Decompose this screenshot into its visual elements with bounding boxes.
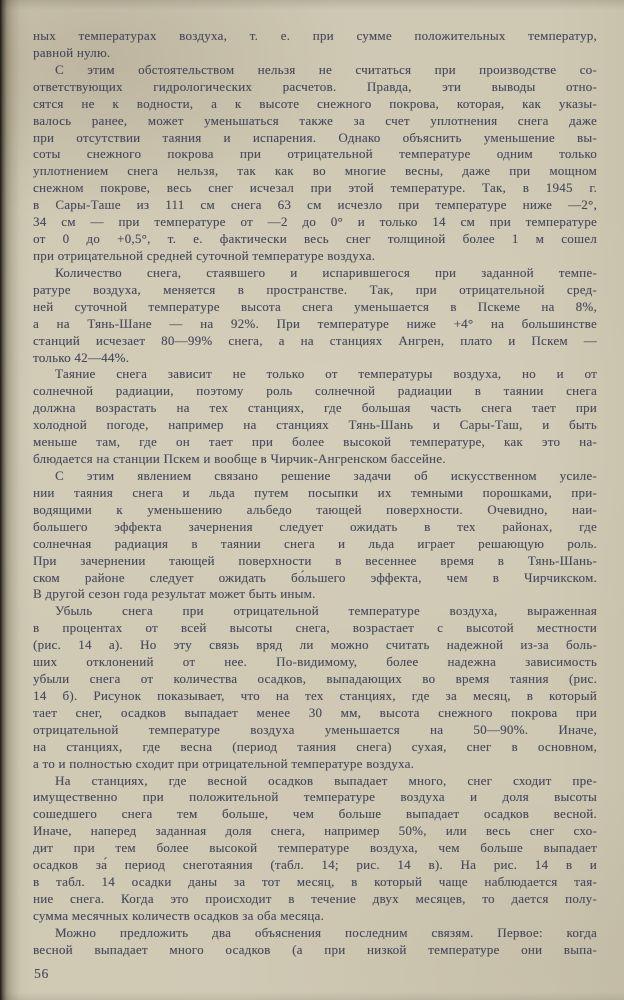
text-line: от 0 до +0,5°, т. е. фактически весь снег толщиной более 1 м сошел (33, 231, 597, 247)
text-line: отрицательной температуре воздуха уменьшается на 50—90%. Иначе, (33, 721, 597, 737)
text-line: валось ранее, может уменьшаться также за счет уплотнения снега даже (33, 112, 597, 128)
text-line: соты снежного покрова при отрицательной температуре одним только (33, 146, 597, 162)
paragraph (33, 468, 597, 603)
text-line: в табл. 14 осадки даны за тот месяц, в который чаще наблюдается тая- (33, 874, 597, 890)
text-line: станций исчезает 80—99% снега, а на станциях Ангрен, плато и Пскем — (33, 332, 597, 348)
text-line: (рис. 14 а). Но эту связь вряд ли можно считать надежной из-за боль- (33, 637, 597, 653)
text-line: ратуре воздуха, меняется в пространстве. Так, при отрицательной сред- (33, 281, 597, 297)
text-line: ние снега. Когда это происходит в течение двух месяцев, то дается полу- (33, 891, 597, 907)
text-line: На станциях, где весной осадков выпадает много, снег сходит пре- (55, 772, 597, 788)
text-line: меньше там, где он тает при более высокой температуре, как это на- (33, 434, 597, 450)
text-line: Иначе, наперед заданная доля снега, например 50%, или весь снег схо- (33, 823, 597, 839)
text-line: при отрицательной средней суточной температуре воздуха. (33, 247, 376, 263)
text-line: а на Тянь-Шане — на 92%. При температуре ниже +4° на большинстве (33, 315, 597, 331)
text-line: С этим явлением связано решение задачи об искусственном усиле- (55, 467, 597, 483)
text-line: при отсутствии таяния и испарения. Однако объяснить уменьшение вы- (33, 129, 597, 145)
paragraph (33, 62, 597, 265)
text-line: большего эффекта зачернения следует ожидать в тех районах, где (33, 518, 597, 534)
text-line: тает снег, осадков выпадает менее 30 мм, высота снежного покрова при (33, 704, 597, 720)
text-line: ных температурах воздуха, т. е. при сумме положительных температур, (33, 28, 597, 43)
text-line: Убыль снега при отрицательной температуре воздуха, выраженная (55, 603, 597, 619)
text-line: 34 см — при температуре от —2 до 0° и только 14 см при температуре (33, 214, 597, 230)
text-line: блюдается на станции Пскем и вообще в Чирчик-Ангренском бассейне. (33, 451, 446, 467)
text-line: весной выпадает много осадков (а при низкой температуре они выпа- (33, 941, 597, 957)
text-line: снежном покрове, весь снег исчезал при этой температуре. Так, в 1945 г. (33, 180, 597, 196)
page-text (33, 28, 597, 959)
paragraph (33, 28, 597, 62)
text-line: на станциях, где весна (период таяния снега) сухая, снег в основном, (33, 738, 597, 754)
text-line: Можно предложить два объяснения последним связям. Первое: когда (55, 924, 597, 940)
text-line: только 42—44%. (33, 349, 130, 365)
text-line: Таяние снега зависит не только от температуры воздуха, но и от (55, 366, 597, 382)
page-number: 56 (34, 966, 50, 981)
text-line: ском районе следует ожидать бо́льшего эффекта, чем в Чирчикском. (33, 569, 597, 585)
text-line: осадков за́ период снеготаяния (табл. 14; рис. 14 в). На рис. 14 в и (33, 857, 597, 873)
paragraph (33, 773, 597, 925)
text-line: С этим обстоятельством нельзя не считаться при производстве со- (55, 61, 597, 77)
text-line: имущественно при положительной температуре воздуха и доля высоты (33, 789, 597, 805)
paragraph (33, 925, 597, 959)
text-line: солнечной радиации, поэтому роль солнечной радиации в таянии снега (33, 383, 597, 399)
text-line: Количество снега, стаявшего и испарившегося при заданной темпе- (55, 264, 597, 280)
text-line: равной нулю. (33, 44, 111, 60)
paragraph (33, 603, 597, 772)
text-line: ответствующих гидрологических расчетов. Правда, эти выводы отно- (33, 78, 597, 94)
text-line: 14 б). Рисунок показывает, что на тех станциях, где за месяц, в который (33, 687, 597, 703)
text-line: солнечная радиация в таянии снега и льда играет решающую роль. (33, 535, 597, 551)
text-line: нии таяния снега и льда путем посыпки их темными порошками, при- (33, 484, 597, 500)
text-line: ших отклонений от нее. По-видимому, более надежна зависимость (33, 654, 597, 670)
text-line: сошедшего снега тем больше, чем больше выпадает осадков весной. (33, 806, 597, 822)
text-line: уплотнением снега нельзя, так как во многие весны, даже при мощном (33, 163, 597, 179)
text-line: В другой сезон года результат может быть иным. (33, 586, 316, 602)
scan-bottom-shadow (0, 992, 624, 1000)
text-line: убыли снега от количества осадков, выпадающих во время таяния (рис. (33, 671, 597, 687)
text-line: холодной погоде, например на станциях Тянь-Шань и Сары-Таш, и быть (33, 417, 597, 433)
text-line: должна возрастать на тех станциях, где большая часть снега тает при (33, 400, 597, 416)
paragraph (33, 366, 597, 468)
text-line: дит при тем более высокой температуре воздуха, чем больше выпадает (33, 840, 597, 856)
text-line: сумма месячных количеств осадков за оба месяца. (33, 907, 325, 923)
text-line: водящими к уменьшению альбедо тающей поверхности. Очевидно, наи- (33, 501, 597, 517)
text-line: При зачернении тающей поверхности в весеннее время в Тянь-Шань- (33, 552, 597, 568)
text-line: ней суточной температуре высота снега уменьшается в Пскеме на 8%, (33, 298, 597, 314)
text-line: в Сары-Таше из 111 см снега 63 см исчезло при температуре ниже —2°, (33, 197, 597, 213)
scan-left-edge (0, 0, 20, 1000)
scan-top-shadow (0, 0, 624, 10)
text-line: сятся не к водности, а к высоте снежного покрова, которая, как указы- (33, 95, 597, 111)
paragraph (33, 265, 597, 367)
text-line: в процентах от всей высоты снега, возрастает с высотой местности (33, 620, 597, 636)
text-line: а то и полностью сходит при отрицательной температуре воздуха. (33, 755, 415, 771)
